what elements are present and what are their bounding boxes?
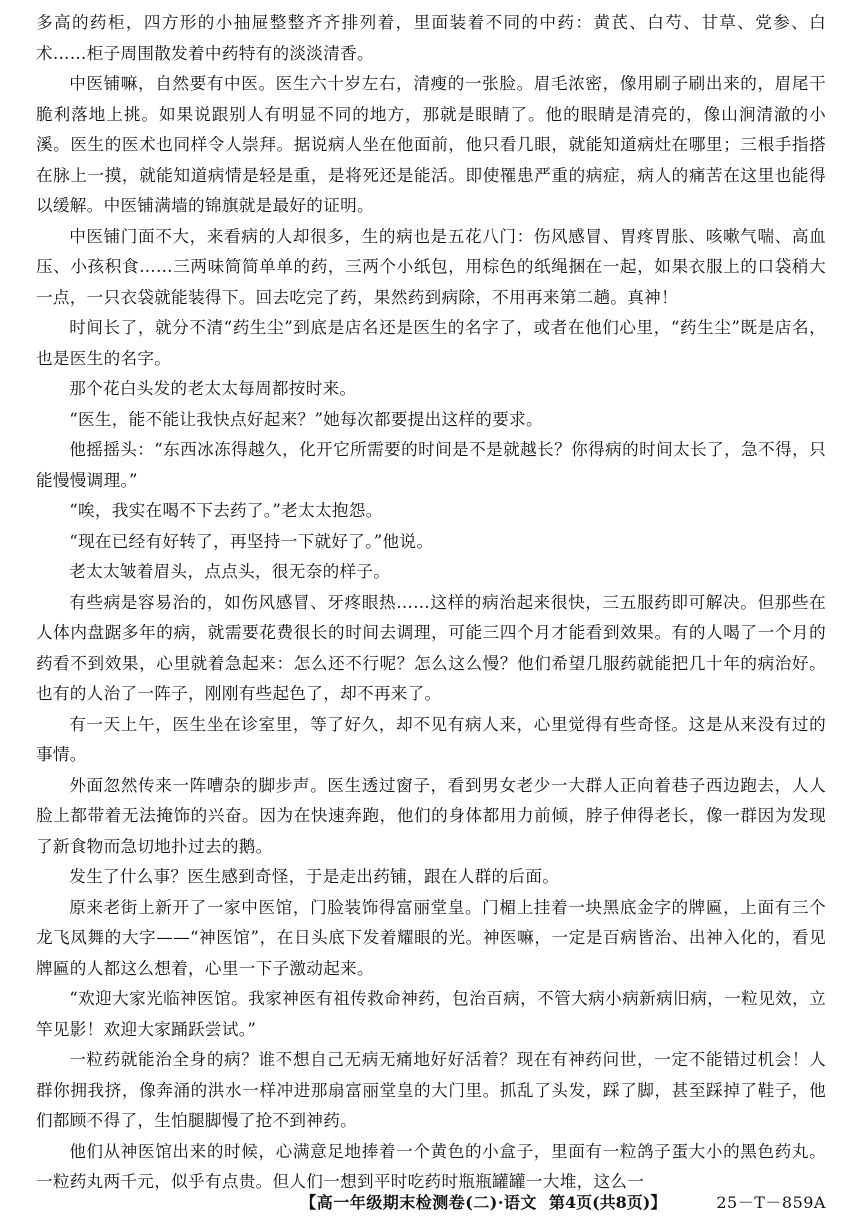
paragraph: 发生了什么事？医生感到奇怪，于是走出药铺，跟在人群的后面。 bbox=[69, 867, 560, 886]
paragraph: 那个花白头发的老太太每周都按时来。 bbox=[69, 379, 357, 398]
paragraph: 他们从神医馆出来的时候，心满意足地捧着一个黄色的小盒子，里面有一粒鸽子蛋大小的黑色药丸。一粒药丸两千元，似乎有点贵。但人们一想到平时吃药时瓶瓶罐罐一大堆，这么一 bbox=[36, 1141, 826, 1191]
paragraph: 他摇摇头：“东西冰冻得越久，化开它所需要的时间是不是就越长？你得病的时间太长了，急不得，只能慢慢调理。” bbox=[36, 440, 826, 490]
paragraph: 中医铺嘛，自然要有中医。医生六十岁左右，清瘦的一张脸。眉毛浓密，像用刷子刷出来的，眉尾干脆利落地上挑。如果说跟别人有明显不同的地方，那就是眼睛了。他的眼睛是清亮的，像山涧清澈的小溪。医生的医术也同样令人崇拜。据说病人坐在他面前，他只看几眼，就能知道病灶在哪里；三根手指搭在脉上一摸，就能知道病情是轻是重，是将死还是能活。即使罹患严重的病症，病人的痛苦在这里也能得以缓解。中医铺满墙的锦旗就是最好的证明。 bbox=[36, 74, 826, 215]
paragraph: 多高的药柜，四方形的小抽屉整整齐齐排列着，里面装着不同的中药：黄芪、白芍、甘草、党参、白术……柜子周围散发着中药特有的淡淡清香。 bbox=[36, 13, 826, 63]
paragraph: 时间长了，就分不清“药生尘”到底是店名还是医生的名字了，或者在他们心里，“药生尘”既是店名，也是医生的名字。 bbox=[36, 318, 826, 368]
exam-title: 【高一年级期末检测卷(二)·语文 bbox=[300, 1193, 537, 1212]
paragraph: “唉，我实在喝不下去药了。”老太太抱怨。 bbox=[69, 501, 383, 520]
paragraph: 有些病是容易治的，如伤风感冒、牙疼眼热……这样的病治起来很快，三五服药即可解决。但那些在人体内盘踞多年的病，就需要花费很长的时间去调理，可能三四个月才能看到效果。有的人喝了一个月的药看不到效果，心里就着急起来：怎么还不行呢？怎么这么慢？他们希望几服药就能把几十年的病治好。也有的人治了一阵子，刚刚有些起色了，却不再来了。 bbox=[36, 592, 826, 703]
paragraph: “现在已经有好转了，再坚持一下就好了。”他说。 bbox=[69, 531, 434, 551]
paragraph: 中医铺门面不大，来看病的人却很多，生的病也是五花八门：伤风感冒、胃疼胃胀、咳嗽气喘、高血压、小孩积食……三两味简简单单的药，三两个小纸包，用棕色的纸绳捆在一起，如果衣服上的口袋稍大一点，一只衣袋就能装得下。回去吃完了药，果然药到病除，不用再来第二趟。真神！ bbox=[36, 226, 826, 307]
article-body bbox=[36, 8, 826, 1198]
paragraph: 有一天上午，医生坐在诊室里，等了好久，却不见有病人来，心里觉得有些奇怪。这是从来没有过的事情。 bbox=[36, 714, 826, 764]
page-number: 第4页(共8页)】 bbox=[548, 1193, 667, 1212]
paragraph: 外面忽然传来一阵嘈杂的脚步声。医生透过窗子，看到男女老少一大群人正向着巷子西边跑去，人人脸上都带着无法掩饰的兴奋。因为在快速奔跑，他们的身体都用力前倾，脖子伸得老长，像一群因为发现了新食物而急切地扑过去的鹅。 bbox=[36, 775, 826, 856]
paragraph: “欢迎大家光临神医馆。我家神医有祖传救命神药，包治百病，不管大病小病新病旧病，一粒见效，立竿见影！欢迎大家踊跃尝试。” bbox=[36, 989, 826, 1039]
paragraph: 一粒药就能治全身的病？谁不想自己无病无痛地好好活着？现在有神药问世，一定不能错过机会！人群你拥我挤，像奔涌的洪水一样冲进那扇富丽堂皇的大门里。抓乱了头发，踩了脚，甚至踩掉了鞋子，他们都顾不得了，生怕腿脚慢了抢不到神药。 bbox=[36, 1050, 826, 1130]
paragraph: “医生，能不能让我快点好起来？”她每次都要提出这样的要求。 bbox=[69, 409, 543, 429]
page-footer bbox=[0, 1190, 860, 1213]
paper-code: 25－T－859A bbox=[716, 1193, 826, 1212]
paragraph: 原来老街上新开了一家中医馆，门脸装饰得富丽堂皇。门楣上挂着一块黑底金字的牌匾，上面有三个龙飞凤舞的大字——“神医馆”，在日头底下发着耀眼的光。神医嘛，一定是百病皆治、出神入化的，看见牌匾的人都这么想着，心里一下子激动起来。 bbox=[36, 897, 826, 978]
paragraph: 老太太皱着眉头，点点头，很无奈的样子。 bbox=[69, 562, 391, 581]
